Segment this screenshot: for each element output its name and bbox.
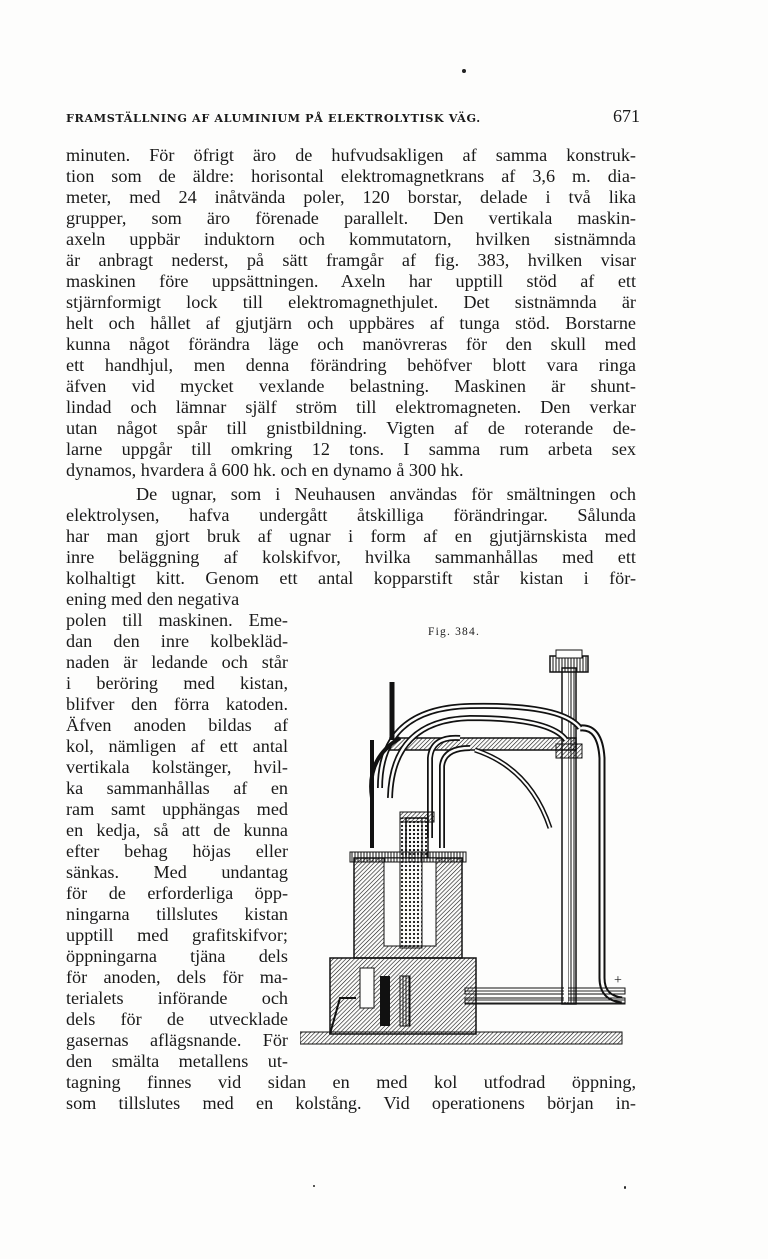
text-line: som tillslutes med en kolstång. Vid operationens början in- (66, 1093, 636, 1113)
text-line: utan något spår till gnistbildning. Vigten af de roterande de- (66, 418, 636, 438)
text-line: naden är ledande och står (66, 652, 288, 672)
text-line: sänkas. Med undantag (66, 862, 288, 882)
text-line: har man gjort bruk af ugnar i form af en gjutjärnskista med (66, 526, 636, 546)
crossbar (390, 738, 576, 750)
bus-bar (465, 998, 625, 1004)
text-line: lindad och lämnar själf ström till elektromagneten. Den verkar (66, 397, 636, 417)
text-line: dels för de utvecklade (66, 1009, 288, 1029)
text-line: ningarna tillslutes kistan (66, 904, 288, 924)
text-line: elektrolysen, hafva undergått åtskilliga förändringar. Sålunda (66, 505, 636, 525)
text-line: maskinen före uppsättningen. Axeln har upptill stöd af ett (66, 271, 636, 291)
text-line: upptill med grafitskifvor; (66, 925, 288, 945)
text-line: axeln uppbär induktorn och kommutatorn, hvilken sistnämnda (66, 229, 636, 249)
text-line: ram samt upphängas med (66, 799, 288, 819)
text-line: meter, med 24 inåtvända poler, 120 borstar, delade i två lika (66, 187, 636, 207)
text-line: terialets införande och (66, 988, 288, 1008)
text-line: helt och hållet af gjutjärn och uppbäres af tunga stöd. Borstarne (66, 313, 636, 333)
running-header-title: FRAMSTÄLLNING AF ALUMINIUM PÅ ELEKTROLYTISK VÄG. (66, 111, 481, 125)
text-line: grupper, som äro förenade parallelt. Den vertikala maskin- (66, 208, 636, 228)
text-line: i beröring med kistan, (66, 673, 288, 693)
text-line: minuten. För öfrigt äro de hufvudsakligen af samma konstruk- (66, 145, 636, 165)
text-line: Äfven anoden bildas af (66, 715, 288, 735)
text-line: blifver den förra katoden. (66, 694, 288, 714)
bus-bar (465, 988, 625, 994)
page-number: 671 (613, 106, 640, 126)
text-line: äfven vid mycket vexlande belastning. Maskinen är shunt- (66, 376, 636, 396)
text-line: stjärnformigt lock till elektromagnethjulet. Det sistnämnda är (66, 292, 636, 312)
furnace-illustration (300, 648, 630, 1058)
text-line: ett handhjul, men denna förändring behöfver blott vara ringa (66, 355, 636, 375)
text-line: inre beläggning af kolskifvor, hvilka sammanhållas med ett (66, 547, 636, 567)
text-line: dynamos, hvardera å 600 hk. och en dynamo å 300 hk. (66, 460, 464, 480)
text-line: en kedja, så att de kunna (66, 820, 288, 840)
running-header (66, 106, 640, 128)
text-line: kunna något förändra läge och manövreras för den skull med (66, 334, 636, 354)
bracket (475, 750, 550, 828)
text-line: öppningarna tjäna dels (66, 946, 288, 966)
text-line: kol, nämligen af ett antal (66, 736, 288, 756)
text-line: gasernas aflägsnande. För (66, 1030, 288, 1050)
cable-arc (442, 748, 470, 848)
text-line: polen till maskinen. Eme- (66, 610, 288, 630)
text-line: den smälta metallens ut- (66, 1051, 288, 1071)
text-line: är anbragt nederst, på sätt framgår af fig. 383, hvilken visar (66, 250, 636, 270)
text-line: tagning finnes vid sidan en med kol utfodrad öppning, (66, 1072, 636, 1092)
text-line: efter behag höjas eller (66, 841, 288, 861)
text-line: dan den inre kolbekläd- (66, 631, 288, 651)
figure-caption: Fig. 384. (428, 626, 481, 638)
text-line: ka sammanhållas af en (66, 778, 288, 798)
ink-speck (462, 69, 466, 73)
text-line: tion som de äldre: horisontal elektromagnetkrans af 3,6 m. dia- (66, 166, 636, 186)
text-line: vertikala kolstänger, hvil- (66, 757, 288, 777)
ink-speck (624, 1186, 626, 1189)
text-line: för anoden, dels för ma- (66, 967, 288, 987)
terminal-plus-label: + (614, 973, 622, 988)
text-line: ening med den negativa (66, 589, 240, 609)
text-line: kolhaltigt kitt. Genom ett antal kopparstift står kistan i för- (66, 568, 636, 588)
ink-speck (313, 1185, 315, 1187)
text-line: larne uppgår till omkring 12 tons. I samma rum arbeta sex (66, 439, 636, 459)
furnace-top (350, 852, 466, 862)
text-line: De ugnar, som i Neuhausen användas för smältningen och (136, 484, 636, 504)
cable-arc (390, 718, 566, 798)
text-line: för de erforderliga öpp- (66, 883, 288, 903)
